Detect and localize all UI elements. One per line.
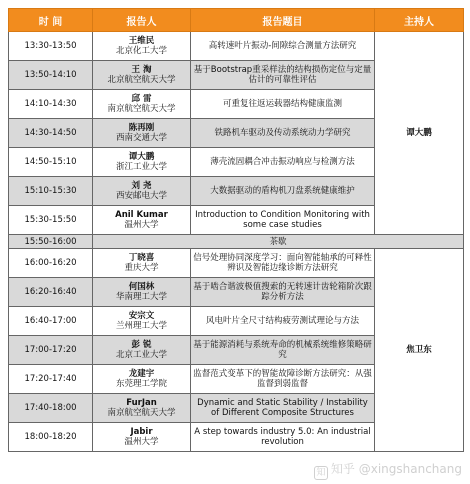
time-cell: 17:40-18:00 xyxy=(9,394,93,423)
time-cell: 13:30-13:50 xyxy=(9,32,93,61)
speaker-affiliation: 重庆大学 xyxy=(124,263,159,273)
speaker-name: 王 淘 xyxy=(131,65,152,75)
time-cell: 18:00-18:20 xyxy=(9,423,93,452)
speaker-name: 彭 锐 xyxy=(131,340,152,350)
speaker-affiliation: 南京航空航天大学 xyxy=(107,408,176,418)
topic-cell: 基于啮合谐波极值搜索的无转速计齿轮箱阶次跟踪分析方法 xyxy=(191,278,375,307)
speaker-affiliation: 华南理工大学 xyxy=(115,292,167,302)
topic-cell: 大数据驱动的盾构机刀盘系统健康维护 xyxy=(191,177,375,206)
header-topic: 报告题目 xyxy=(191,9,375,32)
speaker-affiliation: 浙江工业大学 xyxy=(115,162,167,172)
speaker-name: 王维民 xyxy=(128,36,155,46)
speaker-name: 安宗文 xyxy=(128,311,155,321)
speaker-name: Anil Kumar xyxy=(115,210,168,220)
speaker-cell xyxy=(93,307,191,336)
topic-cell: 监督范式变革下的智能故障诊断方法研究：从强监督到弱监督 xyxy=(191,365,375,394)
time-cell: 14:50-15:10 xyxy=(9,148,93,177)
time-cell: 14:10-14:30 xyxy=(9,90,93,119)
speaker-cell xyxy=(93,278,191,307)
topic-cell: 风电叶片全尺寸结构疲劳测试理论与方法 xyxy=(191,307,375,336)
speaker-name: 何国林 xyxy=(128,282,155,292)
speaker-affiliation: 温州大学 xyxy=(124,437,159,447)
topic-cell: 可重复往返运载器结构健康监测 xyxy=(191,90,375,119)
speaker-affiliation: 温州大学 xyxy=(124,220,159,230)
speaker-cell xyxy=(93,119,191,148)
speaker-name: 邱 雷 xyxy=(131,94,152,104)
time-cell: 15:30-15:50 xyxy=(9,206,93,235)
speaker-cell xyxy=(93,336,191,365)
speaker-affiliation: 兰州理工大学 xyxy=(115,321,167,331)
host-cell-second: 焦卫东 xyxy=(375,249,464,452)
time-cell: 13:50-14:10 xyxy=(9,61,93,90)
topic-cell: 信号处理协同深度学习：面向智能轴承的可释性辨识及智能边缘诊断方法研究 xyxy=(191,249,375,278)
speaker-cell xyxy=(93,249,191,278)
speaker-cell xyxy=(93,394,191,423)
speaker-cell xyxy=(93,90,191,119)
speaker-cell xyxy=(93,32,191,61)
speaker-cell xyxy=(93,423,191,452)
watermark-text: 知乎 @xingshanchang xyxy=(330,462,462,476)
time-cell: 17:20-17:40 xyxy=(9,365,93,394)
speaker-name: FurJan xyxy=(126,398,157,408)
speaker-affiliation: 北京工业大学 xyxy=(115,350,167,360)
schedule-table xyxy=(8,8,464,452)
topic-cell: 高转速叶片振动-间隙综合测量方法研究 xyxy=(191,32,375,61)
time-cell: 16:40-17:00 xyxy=(9,307,93,336)
topic-cell: 铁路机车驱动及传动系统动力学研究 xyxy=(191,119,375,148)
speaker-affiliation: 西南交通大学 xyxy=(115,133,167,143)
header-time: 时 间 xyxy=(9,9,93,32)
time-cell: 17:00-17:20 xyxy=(9,336,93,365)
topic-cell: A step towards industry 5.0: An industrial revolution xyxy=(191,423,375,452)
speaker-name: 龙建宇 xyxy=(128,369,155,379)
speaker-cell xyxy=(93,206,191,235)
speaker-name: 丁晓喜 xyxy=(128,253,155,263)
speaker-affiliation: 南京航空航天大学 xyxy=(107,104,176,114)
table-row xyxy=(9,249,464,278)
topic-cell: Introduction to Condition Monitoring with some case studies xyxy=(191,206,375,235)
speaker-affiliation: 北京化工大学 xyxy=(115,46,167,56)
topic-cell: 薄壳流固耦合冲击振动响应与检测方法 xyxy=(191,148,375,177)
speaker-cell xyxy=(93,61,191,90)
time-cell: 14:30-14:50 xyxy=(9,119,93,148)
break-row xyxy=(9,235,464,249)
time-cell: 15:10-15:30 xyxy=(9,177,93,206)
time-cell: 16:00-16:20 xyxy=(9,249,93,278)
topic-cell: 基于Bootstrap重采样法的结构损伤定位与定量估计的可靠性评估 xyxy=(191,61,375,90)
watermark xyxy=(314,460,462,480)
break-time: 15:50-16:00 xyxy=(9,235,93,249)
time-cell: 16:20-16:40 xyxy=(9,278,93,307)
header-host: 主持人 xyxy=(375,9,464,32)
header-speaker: 报告人 xyxy=(93,9,191,32)
host-cell-first: 谭大鹏 xyxy=(375,32,464,235)
speaker-cell xyxy=(93,365,191,394)
speaker-name: 陈再刚 xyxy=(128,123,155,133)
speaker-affiliation: 北京航空航天大学 xyxy=(107,75,176,85)
topic-cell: 基于能源消耗与系统寿命的机械系统维修策略研究 xyxy=(191,336,375,365)
speaker-affiliation: 东莞理工学院 xyxy=(115,379,167,389)
speaker-affiliation: 西安邮电大学 xyxy=(115,191,167,201)
speaker-name: 谭大鹏 xyxy=(128,152,155,162)
topic-cell: Dynamic and Static Stability / Instability of Different Composite Structures xyxy=(191,394,375,423)
speaker-name: 刘 尧 xyxy=(131,181,152,191)
zhihu-logo-icon: 知 xyxy=(314,466,328,480)
table-row xyxy=(9,32,464,61)
speaker-cell xyxy=(93,177,191,206)
break-label: 茶歇 xyxy=(93,235,464,249)
speaker-cell xyxy=(93,148,191,177)
speaker-name: Jabir xyxy=(130,427,153,437)
